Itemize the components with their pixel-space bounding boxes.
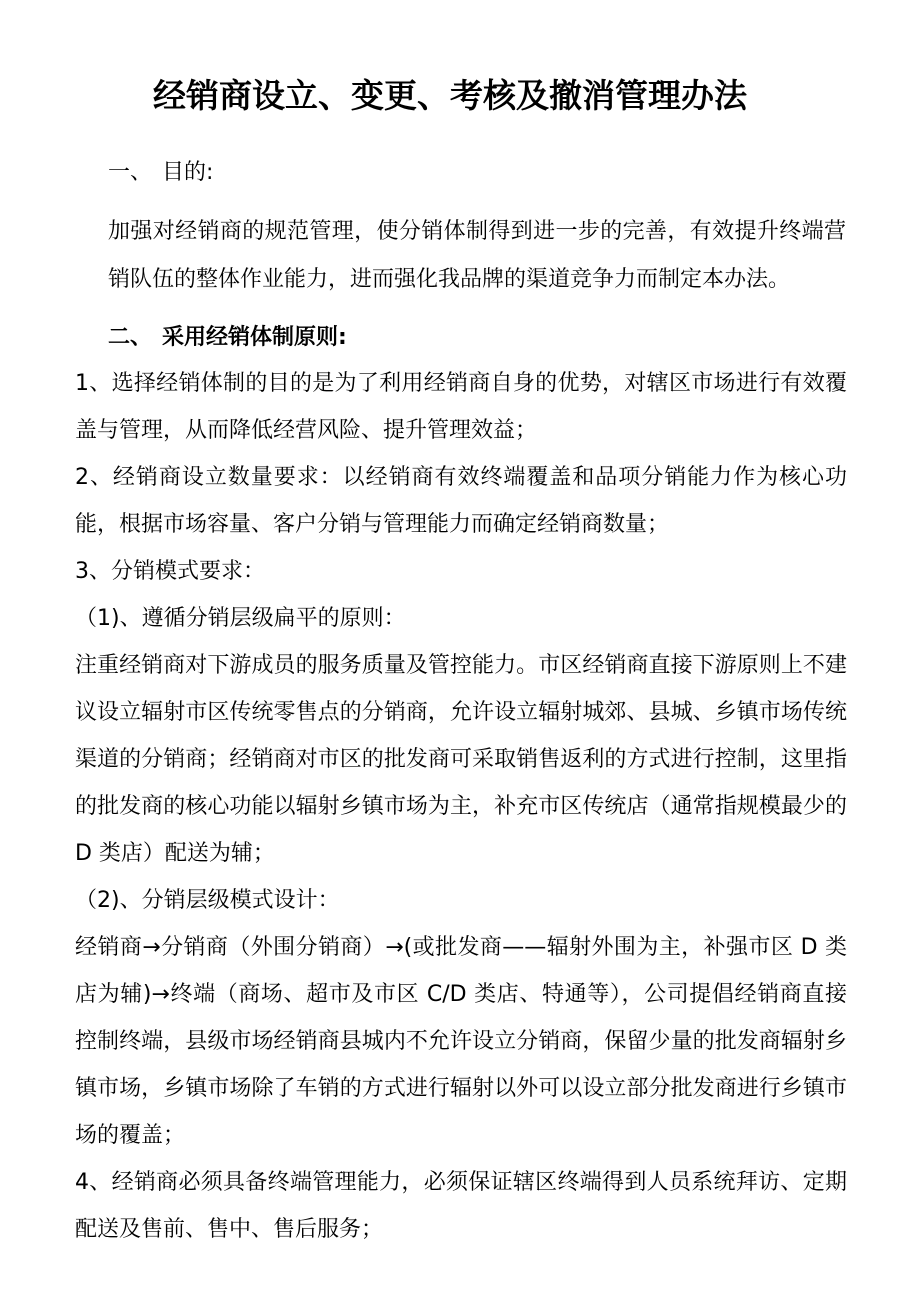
section-2-heading bbox=[108, 323, 347, 353]
document-title: 经销商设立、变更、考核及撤消管理办法 bbox=[153, 76, 747, 115]
section-2-body bbox=[75, 360, 847, 1253]
section-1-text: 加强对经销商的规范管理，使分销体制得到进一步的完善，有效提升终端营销队伍的整体作业能力，进而强化我品牌的渠道竞争力而制定本办法。 bbox=[108, 219, 846, 292]
section-2-number: 二、 bbox=[108, 325, 153, 350]
paragraph-item-4: 4、经销商必须具备终端管理能力，必须保证辖区终端得到人员系统拜访、定期配送及售前、售中、售后服务； bbox=[75, 1170, 847, 1242]
paragraph-item-1: 1、选择经销体制的目的是为了利用经销商自身的优势，对辖区市场进行有效覆盖与管理，从而降低经营风险、提升管理效益； bbox=[75, 371, 847, 443]
section-1-number: 一、 bbox=[108, 160, 153, 185]
paragraph-sub-item-2-text: 经销商→分销商（外围分销商）→(或批发商——辐射外围为主，补强市区 D 类店为辅)→终端（商场、超市及市区 C/D 类店、特通等），公司提倡经销商直接控制终端，县级市场经销商县城内不允许设立分销商，保留少量的批发商辐射乡镇市场，乡镇市场除了车销的方式进行辐射以外可以设立部分批发商进行乡镇市场的覆盖； bbox=[75, 935, 847, 1148]
paragraph-sub-item-2: （2)、分销层级模式设计： bbox=[75, 888, 340, 913]
section-1-title: 目的: bbox=[162, 160, 214, 185]
paragraph-item-2: 2、经销商设立数量要求：以经销商有效终端覆盖和品项分销能力作为核心功能，根据市场容量、客户分销与管理能力而确定经销商数量； bbox=[75, 465, 847, 537]
section-1-heading bbox=[108, 158, 213, 188]
paragraph-sub-item-1-text: 注重经销商对下游成员的服务质量及管控能力。市区经销商直接下游原则上不建议设立辐射市区传统零售点的分销商，允许设立辐射城郊、县城、乡镇市场传统渠道的分销商；经销商对市区的批发商可采取销售返利的方式进行控制，这里指的批发商的核心功能以辐射乡镇市场为主，补充市区传统店（通常指规模最少的 D 类店）配送为辅； bbox=[75, 653, 847, 866]
section-2-title: 采用经销体制原则: bbox=[162, 325, 347, 350]
paragraph-sub-item-1: （1)、遵循分销层级扁平的原则： bbox=[75, 606, 406, 631]
paragraph-item-3: 3、分销模式要求： bbox=[75, 559, 265, 584]
